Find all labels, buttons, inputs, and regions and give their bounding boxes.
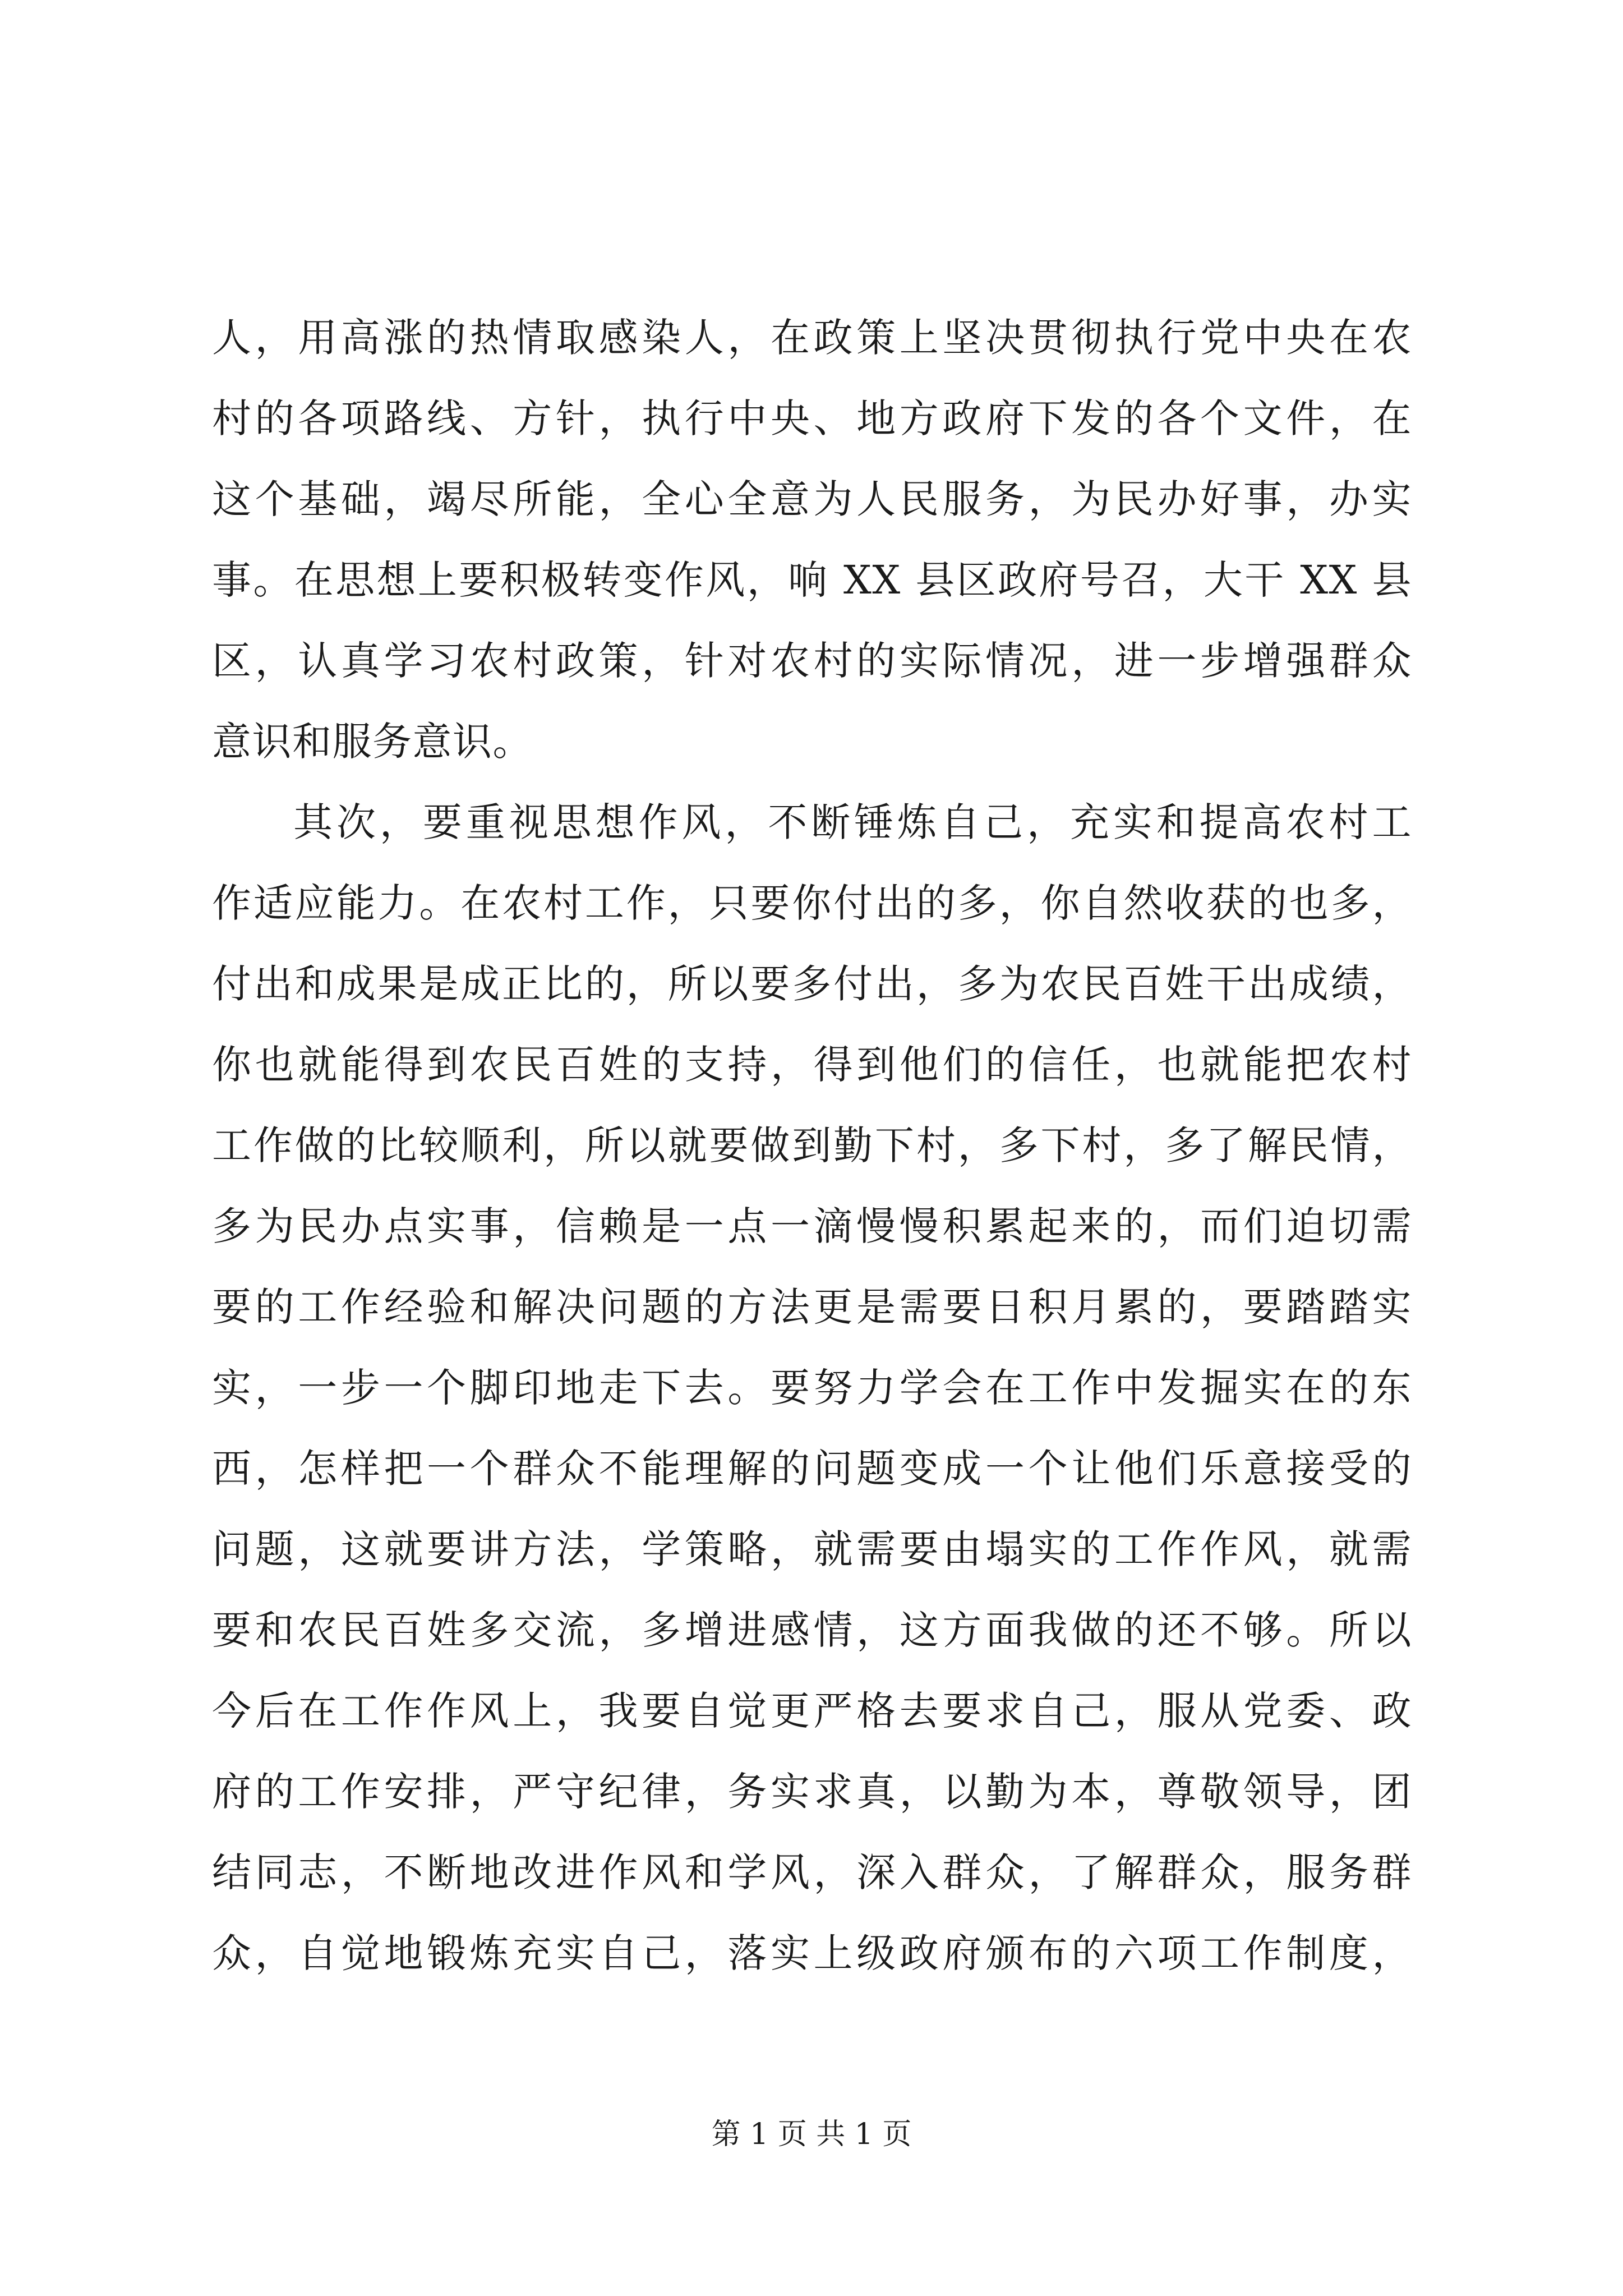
text-line: 付出和成果是成正比的，所以要多付出，多为农民百姓干出成绩， xyxy=(212,961,1412,1007)
paragraph-2 xyxy=(212,782,1412,1994)
text-line: 西，怎样把一个群众不能理解的问题变成一个让他们乐意接受的 xyxy=(212,1446,1412,1492)
text-line: 区，认真学习农村政策，针对农村的实际情况，进一步增强群众 xyxy=(212,638,1412,684)
document-body xyxy=(212,297,1412,1994)
text-line: 你也就能得到农民百姓的支持，得到他们的信任，也就能把农村 xyxy=(212,1042,1412,1088)
text-line: 事。在思想上要积极转变作风，响 XX 县区政府号召，大干 XX 县 xyxy=(212,557,1412,603)
text-line: 结同志，不断地改进作风和学风，深入群众，了解群众，服务群 xyxy=(212,1849,1412,1895)
text-line: 要的工作经验和解决问题的方法更是需要日积月累的，要踏踏实 xyxy=(212,1284,1412,1330)
text-line: 今后在工作作风上，我要自觉更严格去要求自己，服从党委、政 xyxy=(212,1688,1412,1734)
text-line: 多为民办点实事，信赖是一点一滴慢慢积累起来的，而们迫切需 xyxy=(212,1203,1412,1249)
page-number-footer: 第 1 页 共 1 页 xyxy=(711,2118,912,2151)
text-line: 实，一步一个脚印地走下去。要努力学会在工作中发掘实在的东 xyxy=(212,1365,1412,1411)
text-line: 问题，这就要讲方法，学策略，就需要由塌实的工作作风，就需 xyxy=(212,1526,1412,1572)
text-line: 其次，要重视思想作风，不断锤炼自己，充实和提高农村工 xyxy=(293,799,1412,845)
text-line: 要和农民百姓多交流，多增进感情，这方面我做的还不够。所以 xyxy=(212,1607,1412,1653)
text-line: 人，用高涨的热情取感染人，在政策上坚决贯彻执行党中央在农 xyxy=(212,315,1412,361)
paragraph-1 xyxy=(212,297,1412,782)
text-line: 工作做的比较顺利，所以就要做到勤下村，多下村，多了解民情， xyxy=(212,1122,1412,1168)
text-line: 府的工作安排，严守纪律，务实求真，以勤为本，尊敬领导，团 xyxy=(212,1769,1412,1815)
text-line: 村的各项路线、方针，执行中央、地方政府下发的各个文件，在 xyxy=(212,395,1412,441)
text-line: 作适应能力。在农村工作，只要你付出的多，你自然收获的也多， xyxy=(212,880,1412,926)
text-line: 这个基础，竭尽所能，全心全意为人民服务，为民办好事，办实 xyxy=(212,476,1412,522)
text-line: 众，自觉地锻炼充实自己，落实上级政府颁布的六项工作制度， xyxy=(212,1930,1412,1976)
text-line: 意识和服务意识。 xyxy=(212,719,533,765)
